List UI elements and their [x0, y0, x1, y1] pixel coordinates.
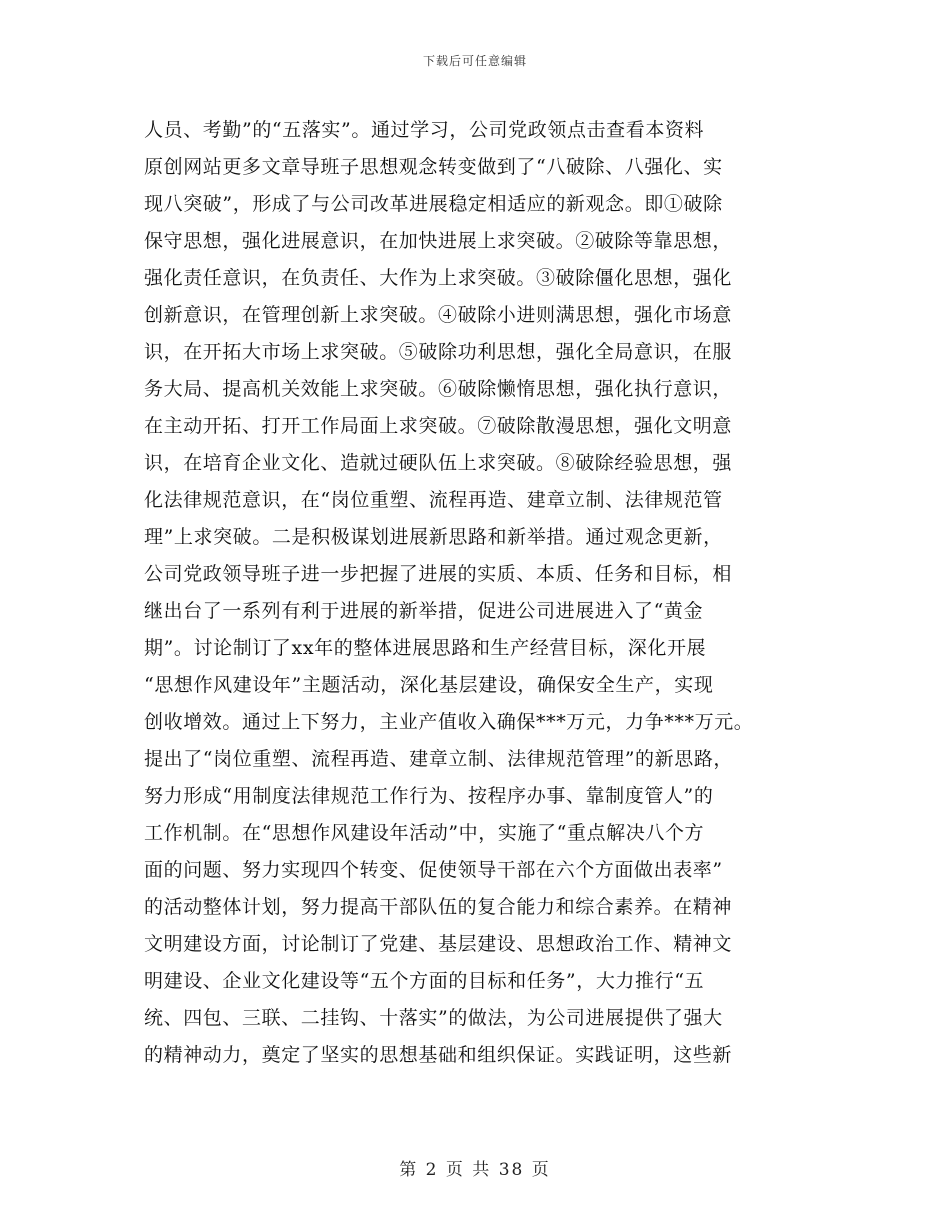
- text-line: 保守思想，强化进展意识，在加快进展上求突破。②破除等靠思想，: [144, 230, 733, 252]
- text-line: 文明建设方面，讨论制订了党建、基层建设、思想政治工作、精神文: [144, 933, 733, 955]
- text-line: 的活动整体计划，努力提高干部队伍的复合能力和综合素养。在精神: [144, 896, 733, 918]
- text-line: 努力形成“用制度法律规范工作行为、按程序办事、靠制度管人”的: [144, 785, 714, 807]
- page-header: 下载后可任意编辑: [422, 54, 527, 68]
- text-line: 继出台了一系列有利于进展的新举措，促进公司进展进入了“黄金: [144, 600, 704, 622]
- text-line: 强化责任意识，在负责任、大作为上求突破。③破除僵化思想，强化: [144, 267, 733, 289]
- text-line: 面的问题、努力实现四个转变、促使领导干部在六个方面做出表率”: [144, 859, 723, 881]
- page-number-footer: 第 2 页 共 38 页: [399, 1160, 551, 1180]
- text-line: 在主动开拓、打开工作局面上求突破。⑦破除散漫思想，强化文明意: [144, 415, 733, 437]
- text-line: 提出了“岗位重塑、流程再造、建章立制、法律规范管理”的新思路，: [144, 748, 734, 770]
- document-body: [144, 112, 808, 1074]
- text-line: 公司党政领导班子进一步把握了进展的实质、本质、任务和目标，相: [144, 563, 733, 585]
- text-line: 识，在开拓大市场上求突破。⑤破除功利思想，强化全局意识，在服: [144, 341, 733, 363]
- text-line: 工作机制。在“思想作风建设年活动”中，实施了“重点解决八个方: [144, 822, 705, 844]
- text-line: 期”。讨论制订了xx年的整体进展思路和生产经营目标，深化开展: [144, 637, 707, 659]
- text-line: 创新意识，在管理创新上求突破。④破除小进则满思想，强化市场意: [144, 304, 733, 326]
- text-line: 原创网站更多文章导班子思想观念转变做到了“八破除、八强化、实: [144, 156, 723, 178]
- text-line: 化法律规范意识，在“岗位重塑、流程再造、建章立制、法律规范管: [144, 489, 723, 511]
- text-line: 统、四包、三联、二挂钩、十落实”的做法，为公司进展提供了强大: [144, 1007, 723, 1029]
- text-line: 理”上求突破。二是积极谋划进展新思路和新举措。通过观念更新，: [144, 526, 723, 548]
- text-line: 明建设、企业文化建设等“五个方面的目标和任务”，大力推行“五: [144, 970, 705, 992]
- text-line: 识，在培育企业文化、造就过硬队伍上求突破。⑧破除经验思想，强: [144, 452, 733, 474]
- text-line: 人员、考勤”的“五落实”。通过学习，公司党政领点击查看本资料: [144, 119, 705, 141]
- text-line: 创收增效。通过上下努力，主业产值收入确保***万元，力争***万元。: [144, 711, 754, 733]
- text-line: 的精神动力，奠定了坚实的思想基础和组织保证。实践证明，这些新: [144, 1044, 733, 1066]
- text-line: 现八突破”，形成了与公司改革进展稳定相适应的新观念。即①破除: [144, 193, 723, 215]
- text-line: 务大局、提高机关效能上求突破。⑥破除懒惰思想，强化执行意识，: [144, 378, 733, 400]
- text-line: “思想作风建设年”主题活动，深化基层建设，确保安全生产，实现: [144, 674, 714, 696]
